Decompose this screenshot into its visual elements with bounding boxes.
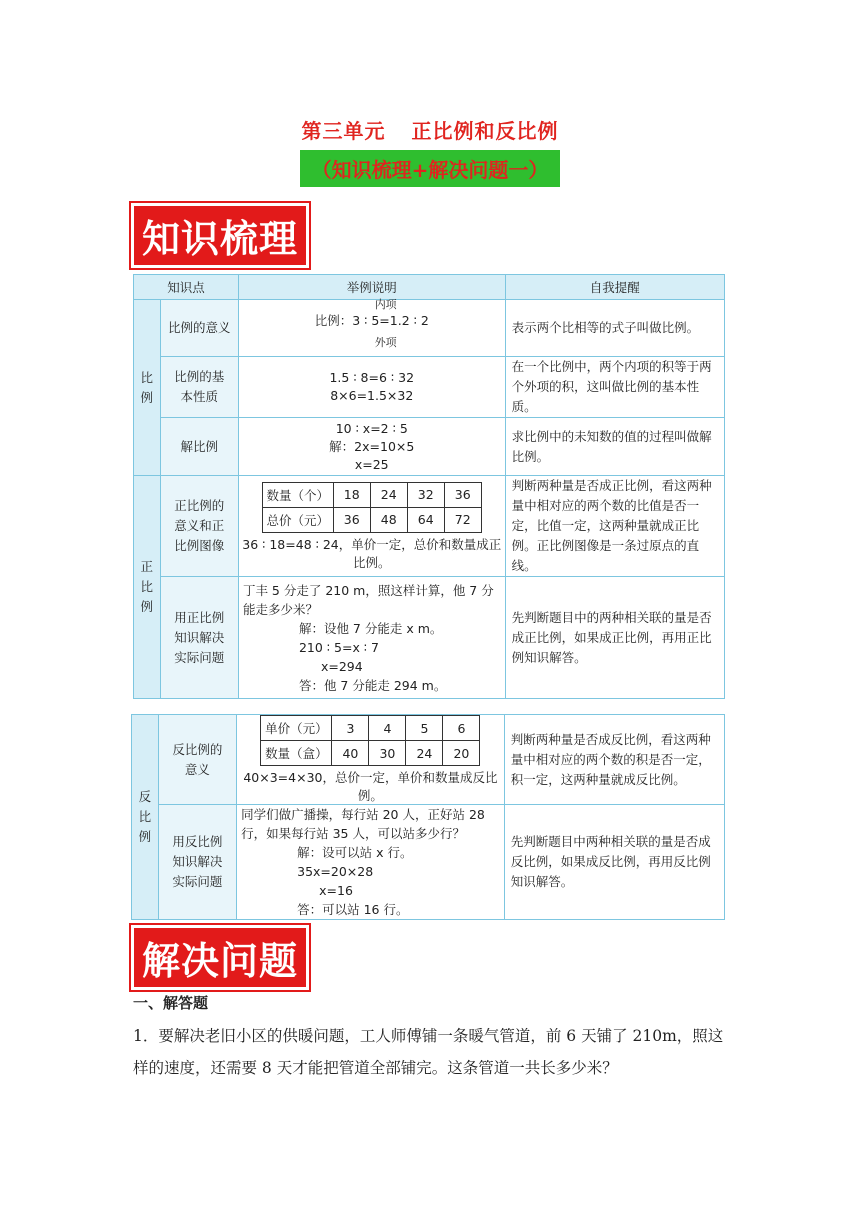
table-row [134, 476, 725, 577]
inverse-proportion-table: 单价（元） 3 4 5 6 数量（盒） 40 30 24 20 [260, 715, 480, 766]
category-zheng: 正比例 [134, 476, 161, 699]
tip-cell: 求比例中的未知数的值的过程叫做解比例。 [505, 418, 724, 476]
example-cell: 丁丰 5 分走了 210 m，照这样计算，他 7 分能走多少米？ 解：设他 7 分能走 x m。 210 ∶ 5=x ∶ 7 x=294 答：他 7 分能走 294 m。 [238, 577, 505, 699]
banner-knowledge: 知识梳理 [131, 203, 309, 268]
unit-topic: 正比例和反比例 [411, 119, 559, 143]
category-bili: 比例 [134, 300, 161, 476]
topic-cell: 比例的意义 [160, 300, 238, 357]
tip-cell: 先判断题目中两种相关联的量是否成反比例，如果成反比例，再用反比例知识解答。 [504, 805, 724, 920]
unit-label: 第三单元 [301, 119, 386, 143]
example-cell: 同学们做广播操，每行站 20 人，正好站 28 行，如果每行站 35 人，可以站多少行？ 解：设可以站 x 行。 35x=20×28 x=16 答：可以站 16 行。 [237, 805, 505, 920]
section-title: 一、解答题 [133, 994, 209, 1012]
page-title [0, 115, 860, 144]
knowledge-table-2 [131, 714, 725, 920]
topic-cell: 比例的基本性质 [160, 357, 238, 418]
table-row [134, 357, 725, 418]
table-row [134, 300, 725, 357]
subtitle-wrap [0, 150, 860, 187]
tip-cell: 表示两个比相等的式子叫做比例。 [505, 300, 724, 357]
table-row [132, 715, 725, 805]
example-cell: 1.5 ∶ 8=6 ∶ 32 8×6=1.5×32 [238, 357, 505, 418]
subtitle: （知识梳理+解决问题一） [300, 150, 561, 187]
banner-solve: 解决问题 [131, 925, 309, 990]
example-cell: 内项 比例：3 ∶ 5=1.2 ∶ 2 外项 [238, 300, 505, 357]
example-note: 36 ∶ 18=48 ∶ 24，单价一定，总价和数量成正比例。 [242, 536, 502, 570]
inner-term-label: 内项 [374, 298, 397, 311]
topic-cell: 解比例 [160, 418, 238, 476]
outer-term-label: 外项 [374, 336, 397, 349]
example-cell [238, 476, 505, 577]
table-row [134, 577, 725, 699]
tip-cell: 在一个比例中，两个内项的积等于两个外项的积，这叫做比例的基本性质。 [505, 357, 724, 418]
topic-cell: 用正比例知识解决实际问题 [160, 577, 238, 699]
example-cell: 10 ∶ x=2 ∶ 5 解：2x=10×5 x=25 [238, 418, 505, 476]
example-cell [237, 715, 505, 805]
topic-cell: 用反比例知识解决实际问题 [158, 805, 236, 920]
table-header-row [134, 275, 725, 300]
header-example: 举例说明 [238, 275, 505, 300]
category-fan: 反比例 [132, 715, 159, 920]
table-row [132, 805, 725, 920]
knowledge-table-1 [133, 274, 725, 699]
tip-cell: 判断两种量是否成反比例，看这两种量中相对应的两个数的积是否一定，积一定，这两种量就成反比例。 [504, 715, 724, 805]
topic-cell: 正比例的意义和正比例图像 [160, 476, 238, 577]
header-reminder: 自我提醒 [505, 275, 724, 300]
example-note: 40×3=4×30，总价一定，单价和数量成反比例。 [243, 770, 498, 803]
topic-cell: 反比例的意义 [158, 715, 236, 805]
header-knowledge-point: 知识点 [134, 275, 239, 300]
direct-proportion-table: 数量（个） 18 24 32 36 总价（元） 36 48 64 72 [262, 482, 482, 533]
tip-cell: 判断两种量是否成正比例，看这两种量中相对应的两个数的比值是否一定，比值一定，这两种量就成正比例。正比例图像是一条过原点的直线。 [505, 476, 724, 577]
question-1: 1．要解决老旧小区的供暖问题，工人师傅铺一条暖气管道，前 6 天铺了 210m，照这样的速度，还需要 8 天才能把管道全部铺完。这条管道一共长多少米？ [133, 1027, 724, 1077]
table-row [134, 418, 725, 476]
ratio-expression: 3 ∶ 5=1.2 ∶ 2 [352, 313, 429, 328]
tip-cell: 先判断题目中的两种相关联的量是否成正比例，如果成正比例，再用正比例知识解答。 [505, 577, 724, 699]
